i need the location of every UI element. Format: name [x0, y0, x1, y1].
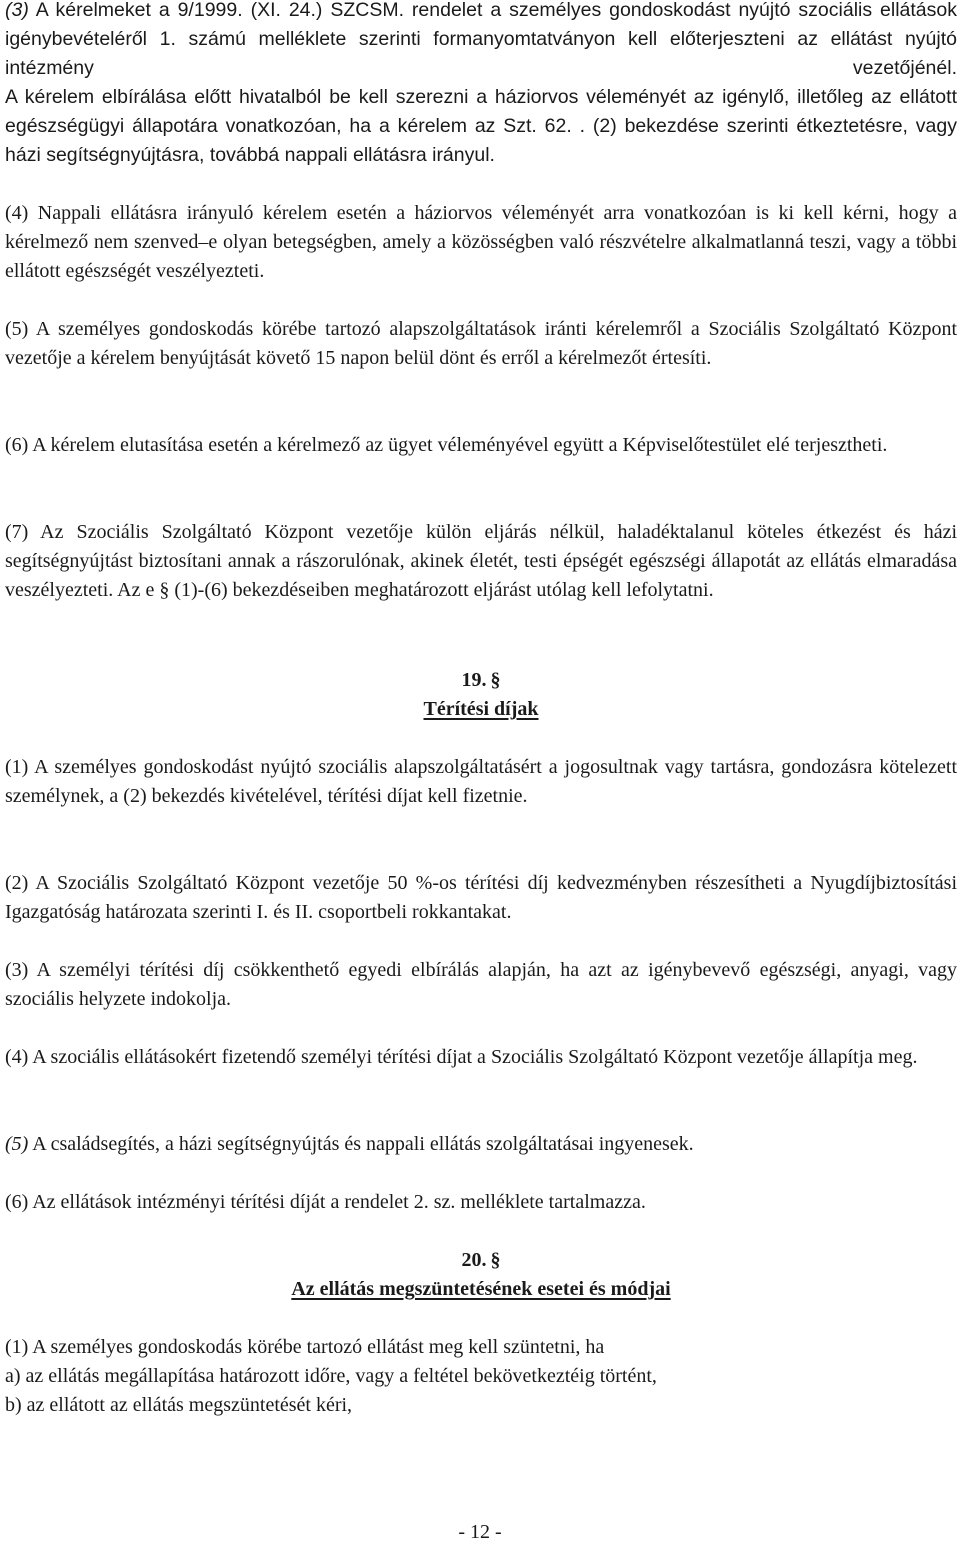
section-19-paragraph-2: (2) A Szociális Szolgáltató Központ vezetője 50 %-os térítési díj kedvezményben részesítheti a Nyugdíjbiztosítási Igazgatóság határozata szerinti I. és II. csoportbeli rokkantakat. — [5, 872, 957, 923]
paragraph-3-prefix: (3) — [5, 0, 29, 21]
section-19-paragraph-3: (3) A személyi térítési díj csökkenthető egyedi elbírálás alapján, ha azt az igénybevevő egészségi, anyagi, vagy szociális helyzete indokolja. — [5, 959, 957, 1010]
paragraph-5: (5) A személyes gondoskodás körébe tartozó alapszolgáltatások iránti kérelemről a Szociális Szolgáltató Központ vezetője a kérelem benyújtását követő 15 napon belül dönt és erről a kérelmezőt értesíti. — [5, 318, 957, 369]
paragraph-3-continuation: A kérelem elbírálása előtt hivatalból be kell szerezni a háziorvos véleményét az igénylő, illetőleg az ellátott egészségügyi állapotára vonatkozóan, ha a kérelem az Szt. 62. . (2) bekezdése szerinti étkeztetésre, vagy házi segítségnyújtásra, továbbá nappali ellátásra irányul. — [5, 86, 957, 166]
section-symbol: § — [490, 669, 501, 691]
section-20-intro: (1) A személyes gondoskodás körébe tartozó ellátást meg kell szüntetni, ha — [5, 1336, 605, 1358]
paragraph-4: (4) Nappali ellátásra irányuló kérelem esetén a háziorvos véleményét arra vonatkozóan is ki kell kérni, hogy a kérelmező nem szenved–e olyan betegségben, amely a közösségben való részvételre alkalmatlanná teszi, vagy a többi ellátott egészségét veszélyezteti. — [5, 202, 957, 282]
section-19-heading — [5, 666, 957, 724]
section-19-number-line — [5, 666, 957, 695]
list-item-b: b) az ellátott az ellátás megszüntetését kéri, — [5, 1394, 353, 1416]
page-number: - 12 - — [458, 1521, 502, 1543]
section-19-paragraph-4: (4) A szociális ellátásokért fizetendő személyi térítési díjat a Szociális Szolgáltató Központ vezetője állapítja meg. — [5, 1046, 918, 1068]
section-19-paragraph-5-text: A családsegítés, a házi segítségnyújtás és nappali ellátás szolgáltatásai ingyenesek. — [28, 1133, 694, 1155]
section-20-paragraph-1 — [5, 1333, 957, 1420]
section-19-paragraph-5-prefix: (5) — [5, 1133, 29, 1155]
section-20-number: 20. — [461, 1249, 487, 1271]
paragraph-7: (7) Az Szociális Szolgáltató Központ vezetője külön eljárás nélkül, haladéktalanul köteles étkezést és házi segítségnyújtást biztosítani annak a rászorulónak, akinek életét, testi épségét egészségi állapotát az ellátás elmaradása veszélyezteti. Az e § (1)-(6) bekezdéseiben meghatározott eljárást utólag kell lefolytatni. — [5, 521, 957, 601]
section-19-title-line — [5, 695, 957, 724]
section-20-number-line — [5, 1246, 957, 1275]
section-20-title-line — [5, 1275, 957, 1304]
section-20-title: Az ellátás megszüntetésének esetei és módjai — [291, 1278, 671, 1300]
section-19-number: 19. — [461, 669, 487, 691]
section-20-heading — [5, 1246, 957, 1304]
list-item-a: a) az ellátás megállapítása határozott időre, vagy a feltétel bekövetkeztéig történt, — [5, 1365, 657, 1387]
section-19-paragraph-6: (6) Az ellátások intézményi térítési díját a rendelet 2. sz. melléklete tartalmazza. — [5, 1191, 646, 1213]
paragraph-6: (6) A kérelem elutasítása esetén a kérelmező az ügyet véleményével együtt a Képviselőtestület elé terjesztheti. — [5, 434, 888, 456]
section-symbol: § — [490, 1249, 501, 1271]
paragraph-3-text: A kérelmeket a 9/1999. (XI. 24.) SZCSM. rendelet a személyes gondoskodást nyújtó szociális ellátások igénybevételéről 1. számú melléklete szerinti formanyomtatványon kell előterjeszteni az ellátást nyújtó intézmény vezetőjénél. — [5, 0, 957, 79]
paragraph-3 — [5, 0, 957, 83]
section-19-paragraph-5 — [5, 1130, 957, 1159]
section-19-title: Térítési díjak — [423, 698, 539, 720]
section-19-paragraph-1: (1) A személyes gondoskodást nyújtó szociális alapszolgáltatásért a jogosultnak vagy tartásra, gondozásra kötelezett személynek, a (2) bekezdés kivételével, térítési díjat kell fizetnie. — [5, 756, 957, 807]
